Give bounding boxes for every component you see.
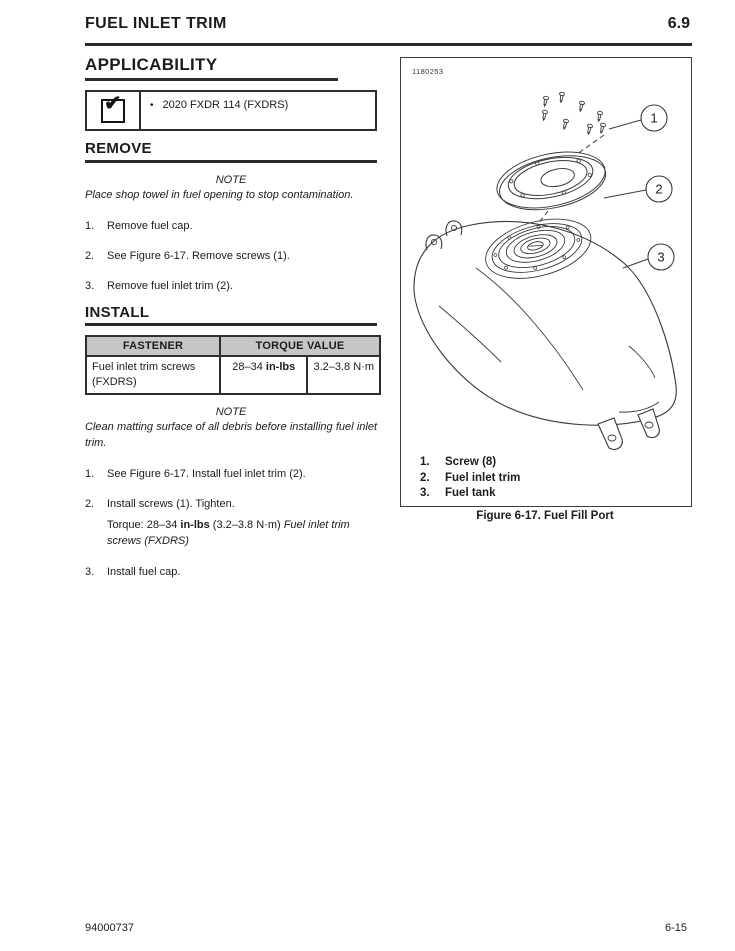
step-number: 3. [85, 280, 95, 293]
note-label: NOTE [215, 173, 247, 186]
remove-step-1 [85, 219, 377, 234]
fuel-inlet-trim-plate [492, 143, 611, 219]
step-number: 1. [85, 467, 95, 480]
torque-spec-metric: (3.2–3.8 N·m) [209, 519, 284, 532]
torque-spec-lead: Torque: 28–34 [107, 519, 181, 532]
callout-3-label: 3 [657, 249, 665, 265]
install-step-2 [85, 497, 377, 512]
remove-heading: REMOVE [85, 140, 377, 162]
remove-step-2 [85, 249, 377, 264]
applicability-check-cell [87, 92, 141, 129]
step-text: Install fuel cap. [107, 566, 181, 579]
screws-group [541, 92, 606, 135]
install-heading: INSTALL [85, 304, 377, 326]
step-number: 3. [85, 566, 95, 579]
remove-step-3 [85, 279, 377, 294]
fuel-tank-exploded-illustration [401, 58, 691, 506]
step-text: Remove fuel cap. [107, 219, 193, 232]
fastener-column-header: FASTENER [86, 336, 220, 356]
text-column [85, 55, 377, 581]
callout-leader-lines [604, 120, 648, 268]
torque-table-header-row [86, 336, 380, 356]
footer-doc-number: 94000737 [85, 922, 134, 934]
header-rule [85, 43, 692, 46]
note-label: NOTE [215, 405, 247, 418]
note-text: Place shop towel in fuel opening to stop contamination. [85, 188, 354, 201]
step-text: Install screws (1). Tighten. [107, 497, 235, 510]
step-text: See Figure 6-17. Remove screws (1). [107, 249, 290, 262]
callout-2-label: 2 [655, 181, 663, 197]
torque-spec-line [107, 518, 377, 550]
step-number: 1. [85, 219, 95, 232]
legend-label: Fuel tank [445, 486, 496, 499]
install-step-3 [85, 565, 377, 580]
fuel-tank-outline [414, 221, 676, 450]
note-text: Clean matting surface of all debris before installing fuel inlet trim. [85, 420, 377, 449]
applicability-heading: APPLICABILITY [85, 55, 338, 81]
install-step-1 [85, 467, 377, 482]
legend-label: Fuel inlet trim [445, 471, 521, 484]
torque-spec-fastener: Fuel inlet trim screws (FXDRS) [107, 519, 350, 548]
applicability-item [141, 92, 375, 129]
checkmark-icon: ✔ [104, 91, 122, 115]
bullet-icon: • [150, 100, 154, 112]
checked-checkbox-icon [101, 91, 125, 123]
torque-inlbs-cell: 28–34 in-lbs [220, 356, 307, 394]
figure-frame [400, 57, 692, 507]
legend-number: 1. [420, 456, 430, 469]
footer-page-number: 6-15 [664, 922, 687, 934]
figure-image-id: 1180253 [412, 67, 444, 76]
torque-table-row [86, 356, 380, 394]
legend-item-2 [420, 471, 520, 486]
applicability-table [85, 90, 377, 131]
legend-label: Screw (8) [445, 456, 497, 469]
callout-1-label: 1 [650, 110, 658, 126]
step-text: See Figure 6-17. Install fuel inlet trim (2). [107, 467, 306, 480]
torque-column-header: TORQUE VALUE [220, 336, 380, 356]
figure-legend [420, 455, 520, 501]
step-text: Remove fuel inlet trim (2). [107, 280, 233, 293]
torque-metric-cell: 3.2–3.8 N·m [307, 356, 380, 394]
legend-item-1 [420, 455, 520, 470]
torque-spec-unit: in-lbs [180, 519, 210, 532]
figure-caption: Figure 6-17. Fuel Fill Port [476, 510, 614, 522]
section-number: 6.9 [667, 15, 690, 32]
legend-number: 2. [420, 471, 430, 484]
applicability-model: 2020 FXDR 114 (FXDRS) [162, 99, 289, 112]
fastener-cell: Fuel inlet trim screws (FXDRS) [86, 356, 220, 394]
torque-table [85, 335, 381, 395]
legend-item-3 [420, 486, 520, 501]
step-number: 2. [85, 249, 95, 262]
legend-number: 3. [420, 486, 430, 499]
page-title: FUEL INLET TRIM [85, 15, 227, 32]
step-number: 2. [85, 497, 95, 510]
